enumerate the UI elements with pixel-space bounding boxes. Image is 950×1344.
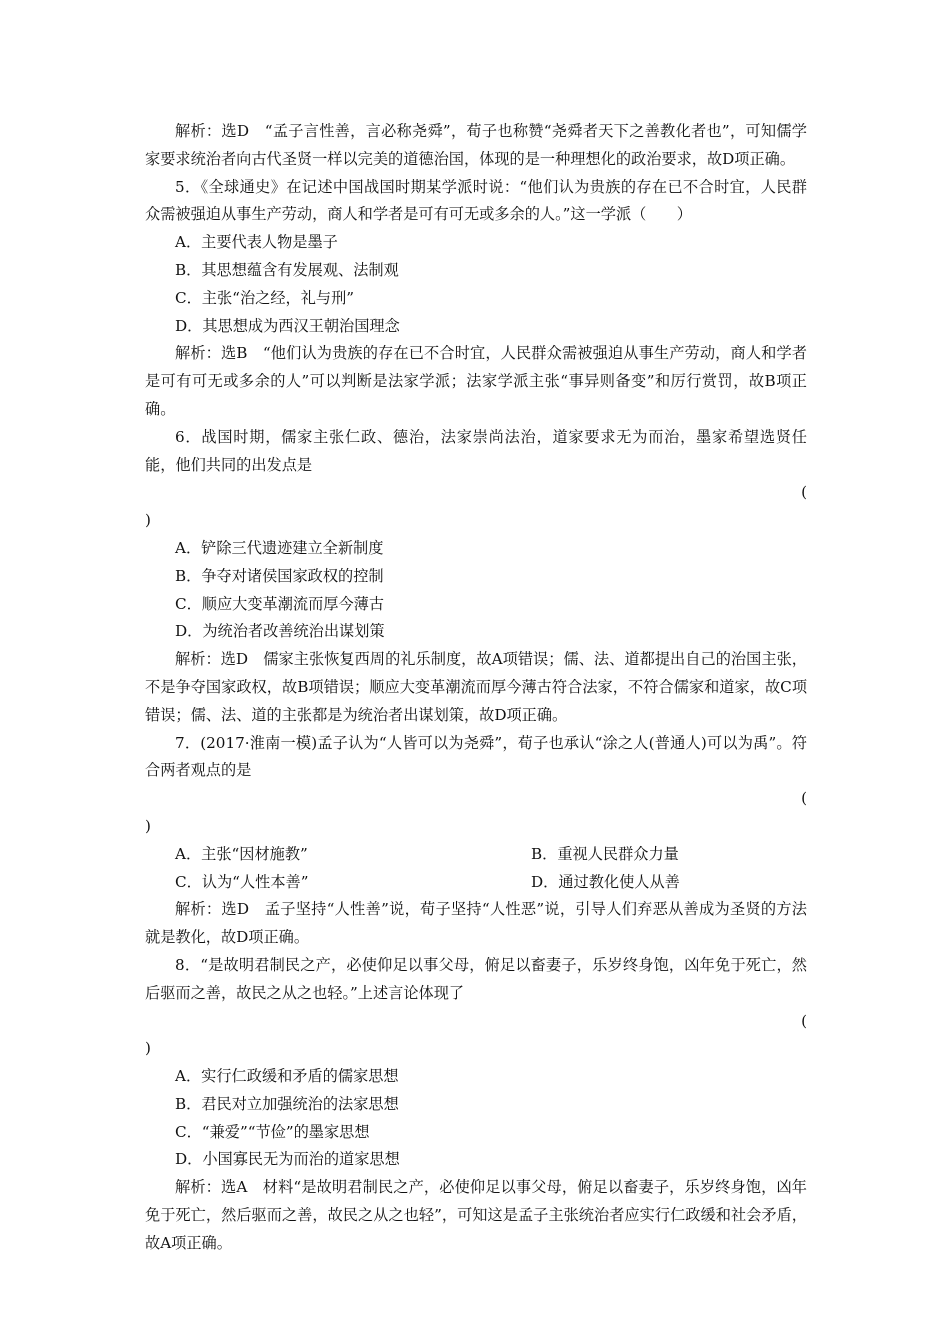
answer-option: D．为统治者改善统治出谋划策 (175, 622, 385, 641)
answer-option: C．顺应大变革潮流而厚今薄古 (175, 594, 385, 613)
document-page (145, 118, 807, 1258)
answer-option: B．争夺对诸侯国家政权的控制 (175, 566, 384, 585)
answer-paren-close: ) (145, 816, 151, 835)
answer-option: A．主要代表人物是墨子 (175, 233, 338, 252)
answer-option: C．“兼爱”“节俭”的墨家思想 (175, 1122, 370, 1141)
answer-paren-open: ( (801, 1011, 807, 1030)
answer-option: D．通过教化使人从善 (531, 872, 680, 891)
question-stem: 5．《全球通史》在记述中国战国时期某学派时说：“他们认为贵族的存在已不合时宜，人民群众需被强迫从事生产劳动，商人和学者是可有可无或多余的人。”这一学派（ ） (145, 177, 807, 224)
answer-option: A．主张“因材施教” (175, 844, 308, 863)
answer-option: D．其思想成为西汉王朝治国理念 (175, 316, 400, 335)
answer-paren-open: ( (801, 789, 807, 808)
answer-option-row (145, 841, 807, 869)
answer-option: B．重视人民群众力量 (531, 844, 679, 863)
answer-option-row (145, 869, 807, 897)
answer-option: B．君民对立加强统治的法家思想 (175, 1094, 399, 1113)
question-text: 8．“是故明君制民之产，必使仰足以事父母，俯足以畜妻子，乐岁终身饱，凶年免于死亡，然后驱而之善，故民之从之也轻。”上述言论体现了 (145, 955, 807, 1002)
answer-option: C．认为“人性本善” (175, 872, 309, 891)
answer-option: A．铲除三代遗迹建立全新制度 (175, 538, 384, 557)
answer-option: D．小国寡民无为而治的道家思想 (175, 1150, 400, 1169)
question-text: 6．战国时期，儒家主张仁政、德治，法家崇尚法治，道家要求无为而治，墨家希望选贤任能，他们共同的出发点是 (145, 427, 807, 474)
analysis-paragraph: 解析：选A 材料“是故明君制民之产，必使仰足以事父母，俯足以畜妻子，乐岁终身饱，凶年免于死亡，然后驱而之善，故民之从之也轻”，可知这是孟子主张统治者应实行仁政缓和社会矛盾，故A项正确。 (145, 1178, 807, 1252)
answer-option: C．主张“治之经，礼与刑” (175, 288, 355, 307)
question-text: 7．(2017·淮南一模)孟子认为“人皆可以为尧舜”，荀子也承认“涂之人(普通人)可以为禹”。符合两者观点的是 (145, 733, 807, 780)
question-stem (145, 730, 807, 841)
answer-paren-close: ) (145, 511, 151, 530)
answer-option: B．其思想蕴含有发展观、法制观 (175, 260, 399, 279)
analysis-paragraph: 解析：选D 儒家主张恢复西周的礼乐制度，故A项错误；儒、法、道都提出自己的治国主张，不是争夺国家政权，故B项错误；顺应大变革潮流而厚今薄古符合法家，不符合儒家和道家，故C项错误；儒、法、道的主张都是为统治者出谋划策，故D项正确。 (145, 650, 807, 724)
analysis-paragraph: 解析：选B “他们认为贵族的存在已不合时宜，人民群众需被强迫从事生产劳动，商人和学者是可有可无或多余的人”可以判断是法家学派；法家学派主张“事异则备变”和厉行赏罚，故B项正确。 (145, 344, 807, 418)
analysis-paragraph: 解析：选D 孟子坚持“人性善”说，荀子坚持“人性恶”说，引导人们弃恶从善成为圣贤的方法就是教化，故D项正确。 (145, 900, 807, 947)
answer-paren-close: ) (145, 1039, 151, 1058)
answer-paren-open: ( (801, 483, 807, 502)
question-stem (145, 424, 807, 535)
question-stem (145, 952, 807, 1063)
answer-option: A．实行仁政缓和矛盾的儒家思想 (175, 1067, 399, 1086)
analysis-paragraph: 解析：选D “孟子言性善，言必称尧舜”，荀子也称赞“尧舜者天下之善教化者也”，可知儒学家要求统治者向古代圣贤一样以完美的道德治国，体现的是一种理想化的政治要求，故D项正确。 (145, 122, 807, 168)
